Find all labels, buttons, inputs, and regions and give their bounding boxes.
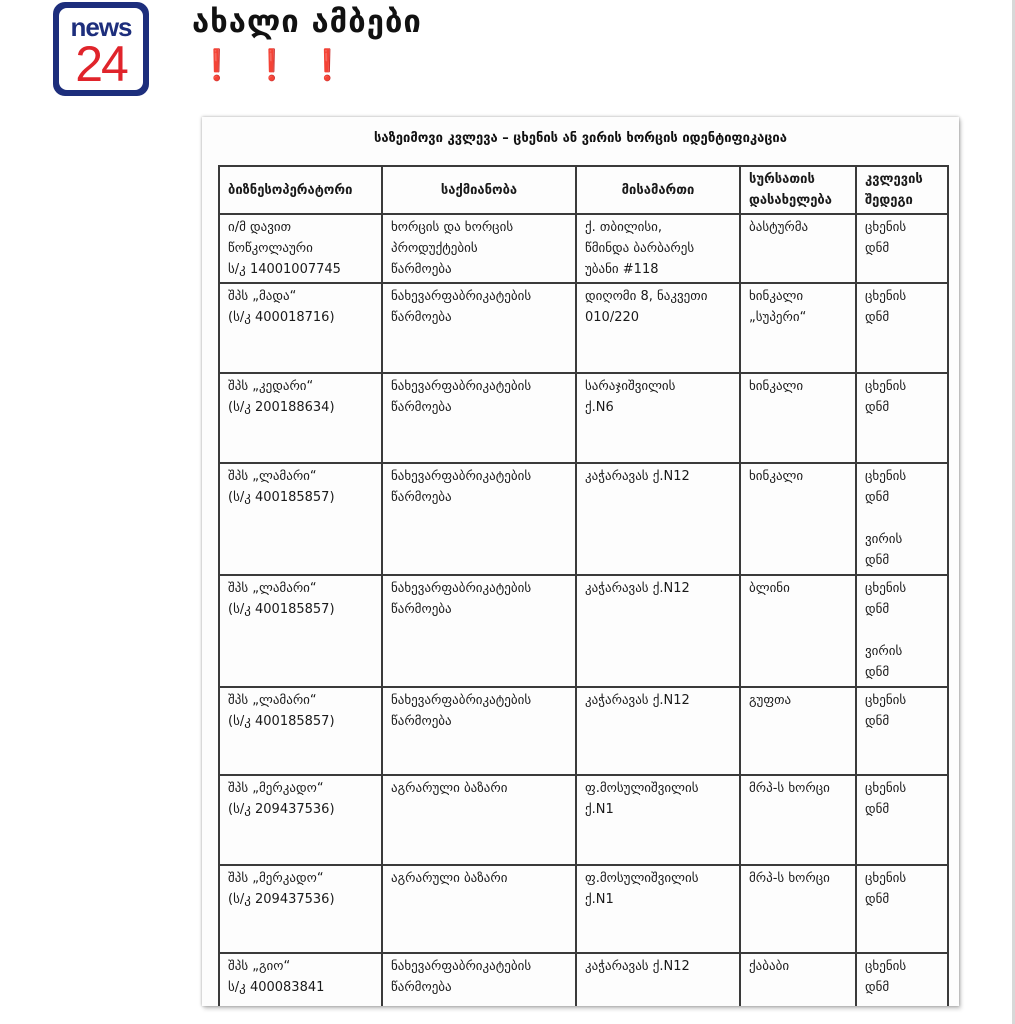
table-row [219, 463, 948, 575]
table-body [219, 214, 948, 1006]
cell-activity: აგრარული ბაზარი [382, 775, 576, 865]
cell-food: ხინკალი „სუპერი“ [740, 283, 856, 373]
header-result: კვლევის შედეგი [856, 166, 948, 214]
cell-address: ქ. თბილისი, წმინდა ბარბარეს უბანი #118 [576, 214, 740, 283]
cell-food: ხინკალი [740, 373, 856, 463]
cell-result: ცხენის დნმ [856, 283, 948, 373]
cell-address: კაჭარავას ქ.N12 [576, 575, 740, 687]
table-row [219, 687, 948, 775]
cell-activity: ნახევარფაბრიკატების წარმოება [382, 953, 576, 1006]
cell-food: გუფთა [740, 687, 856, 775]
cell-operator: შპს „ლამარი“ (ს/კ 400185857) [219, 463, 382, 575]
cell-address: კაჭარავას ქ.N12 [576, 953, 740, 1006]
cell-operator: შპს „მადა“ (ს/კ 400018716) [219, 283, 382, 373]
survey-table [218, 165, 949, 1006]
cell-operator: შპს „მერკადო“ (ს/კ 209437536) [219, 865, 382, 953]
cell-activity: ნახევარფაბრიკატების წარმოება [382, 463, 576, 575]
cell-food: ქაბაბი [740, 953, 856, 1006]
cell-operator: შპს „ლამარი“ (ს/კ 400185857) [219, 575, 382, 687]
header-food-name: სურსათის დასახელება [740, 166, 856, 214]
cell-address: ფ.მოსულიშვილის ქ.N1 [576, 775, 740, 865]
cell-result: ცხენის დნმ [856, 373, 948, 463]
cell-food: ხინკალი [740, 463, 856, 575]
logo-number-text: 24 [75, 36, 127, 92]
cell-operator: შპს „ლამარი“ (ს/კ 400185857) [219, 687, 382, 775]
cell-result: ცხენის დნმ [856, 865, 948, 953]
cell-operator: შპს „გიო“ ს/კ 400083841 [219, 953, 382, 1006]
cell-activity: ნახევარფაბრიკატების წარმოება [382, 283, 576, 373]
cell-activity: ხორცის და ხორცის პროდუქტების წარმოება [382, 214, 576, 283]
header-activity: საქმიანობა [382, 166, 576, 214]
table-row [219, 865, 948, 953]
cell-food: ბასტურმა [740, 214, 856, 283]
cell-activity: ნახევარფაბრიკატების წარმოება [382, 575, 576, 687]
exclamation-emoji-icons: ❗❗❗ [198, 48, 365, 83]
table-header-row [219, 166, 948, 214]
cell-address: დიღომი 8, ნაკვეთი 010/220 [576, 283, 740, 373]
cell-food: ბლინი [740, 575, 856, 687]
table-row [219, 283, 948, 373]
cell-result: ცხენის დნმ [856, 953, 948, 1006]
news24-logo[interactable] [53, 2, 149, 96]
header-address: მისამართი [576, 166, 740, 214]
document-title: საზეიმოვი კვლევა – ცხენის ან ვირის ხორცის იდენტიფიკაცია [374, 131, 787, 146]
table-row [219, 953, 948, 1006]
table-row [219, 214, 948, 283]
document-image[interactable] [202, 117, 959, 1006]
logo-news-text: news [70, 12, 132, 42]
header-business-operator: ბიზნესოპერატორი [219, 166, 382, 214]
cell-activity: აგრარული ბაზარი [382, 865, 576, 953]
cell-operator: ი/მ დავით წოწკოლაური ს/კ 14001007745 [219, 214, 382, 283]
cell-result: ცხენის დნმ [856, 687, 948, 775]
cell-operator: შპს „მერკადო“ (ს/კ 209437536) [219, 775, 382, 865]
cell-address: კაჭარავას ქ.N12 [576, 463, 740, 575]
table-row [219, 373, 948, 463]
cell-food: მრპ-ს ხორცი [740, 775, 856, 865]
cell-result: ცხენის დნმ [856, 775, 948, 865]
table-row [219, 775, 948, 865]
cell-activity: ნახევარფაბრიკატების წარმოება [382, 373, 576, 463]
cell-address: კაჭარავას ქ.N12 [576, 687, 740, 775]
cell-result: ცხენის დნმ ვირის დნმ [856, 575, 948, 687]
cell-result: ცხენის დნმ ვირის დნმ [856, 463, 948, 575]
cell-activity: ნახევარფაბრიკატების წარმოება [382, 687, 576, 775]
cell-food: მრპ-ს ხორცი [740, 865, 856, 953]
cell-address: სარაჯიშვილის ქ.N6 [576, 373, 740, 463]
cell-result: ცხენის დნმ [856, 214, 948, 283]
cell-operator: შპს „კედარი“ (ს/კ 200188634) [219, 373, 382, 463]
logo-inner-panel [59, 8, 143, 90]
cell-address: ფ.მოსულიშვილის ქ.N1 [576, 865, 740, 953]
post-title: ახალი ამბები [192, 4, 422, 40]
table-row [219, 575, 948, 687]
